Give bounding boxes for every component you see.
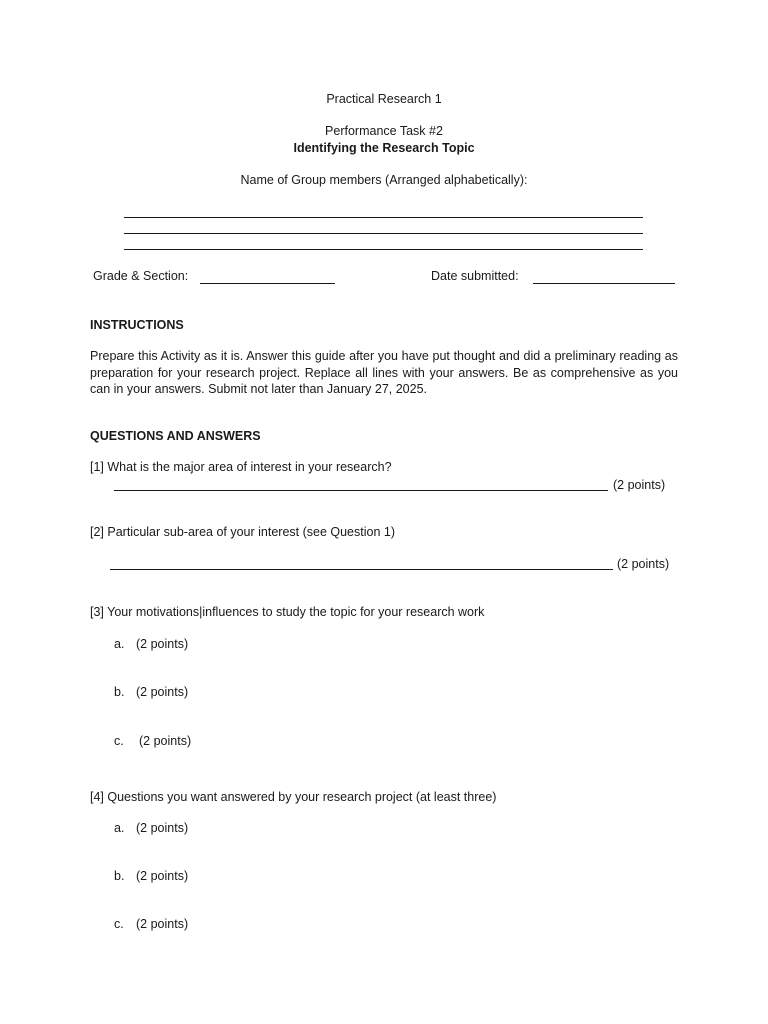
question-3-item-a <box>114 637 188 651</box>
question-2: [2] Particular sub-area of your interest (see Question 1) <box>90 525 396 539</box>
question-1: [1] What is the major area of interest in your research? <box>90 460 392 474</box>
group-member-line-1[interactable] <box>124 217 643 218</box>
question-4-item-c <box>114 917 188 931</box>
question-3: [3] Your motivations|influences to study the topic for your research work <box>90 605 485 619</box>
item-points: (2 points) <box>136 821 189 835</box>
grade-section-label: Grade & Section: <box>93 269 189 283</box>
item-points: (2 points) <box>136 637 189 651</box>
answer-line-2[interactable] <box>110 569 613 570</box>
question-3-item-c <box>114 734 191 748</box>
question-3-item-b <box>114 685 188 699</box>
question-2-points: (2 points) <box>617 557 670 571</box>
grade-section-line[interactable] <box>200 283 335 284</box>
subject-title: Practical Research 1 <box>326 92 442 106</box>
date-submitted-label: Date submitted: <box>431 269 519 283</box>
item-letter: c. <box>114 734 124 748</box>
group-members-label: Name of Group members (Arranged alphabetically): <box>240 173 528 187</box>
item-letter: b. <box>114 869 125 883</box>
question-4-item-a <box>114 821 188 835</box>
qa-heading: QUESTIONS AND ANSWERS <box>90 429 261 443</box>
question-1-points: (2 points) <box>613 478 666 492</box>
item-letter: c. <box>114 917 124 931</box>
question-4: [4] Questions you want answered by your research project (at least three) <box>90 790 497 804</box>
question-4-item-b <box>114 869 188 883</box>
group-member-line-2[interactable] <box>124 233 643 234</box>
task-title: Identifying the Research Topic <box>293 141 475 155</box>
instructions-body: Prepare this Activity as it is. Answer this guide after you have put thought and did a preliminary reading as preparation for your research project. Replace all lines with your answers. Be as comprehensive as you can in your answers. Submit not later than January 27, 2025. <box>90 349 678 396</box>
item-letter: a. <box>114 821 125 835</box>
item-letter: b. <box>114 685 125 699</box>
date-submitted-line[interactable] <box>533 283 675 284</box>
group-member-line-3[interactable] <box>124 249 643 250</box>
instructions-heading: INSTRUCTIONS <box>90 318 184 332</box>
item-letter: a. <box>114 637 125 651</box>
task-number: Performance Task #2 <box>325 124 443 138</box>
item-points: (2 points) <box>136 869 189 883</box>
item-points: (2 points) <box>139 734 192 748</box>
answer-line-1[interactable] <box>114 490 608 491</box>
item-points: (2 points) <box>136 685 189 699</box>
item-points: (2 points) <box>136 917 189 931</box>
